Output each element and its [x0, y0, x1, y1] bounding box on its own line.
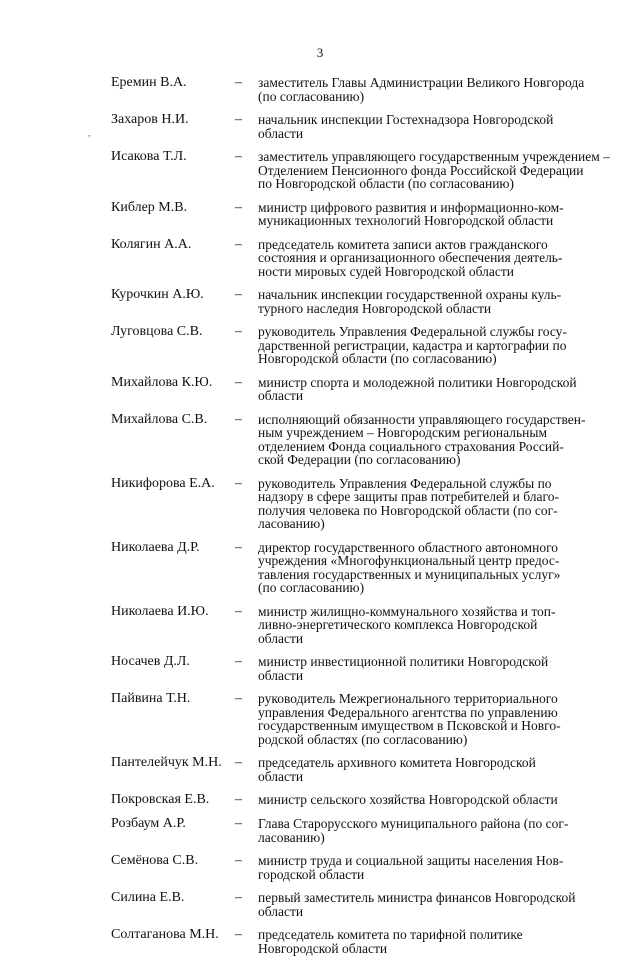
member-name: Михайлова К.Ю.: [111, 374, 213, 390]
member-name: Курочкин А.Ю.: [111, 287, 204, 302]
member-name: Пайвина Т.Н.: [111, 691, 191, 706]
dash-separator: –: [235, 792, 242, 807]
member-position: [258, 201, 611, 228]
list-item: [111, 238, 611, 279]
list-item: [111, 76, 611, 103]
list-item: [111, 605, 611, 646]
member-name: Исакова Т.Л.: [111, 149, 187, 164]
position-line: родской областях (по согласованию): [258, 731, 468, 747]
position-line: министр труда и социальной защиты населения Нов-: [258, 853, 564, 868]
margin-mark: ,: [88, 128, 91, 139]
dash-separator: –: [235, 654, 242, 669]
member-position: [258, 793, 611, 807]
dash-separator: –: [235, 374, 242, 390]
member-name: Розбаум А.Р.: [111, 816, 186, 831]
position-line: председатель комитета по тарифной политике: [258, 927, 523, 942]
member-name: Носачев Д.Л.: [111, 654, 190, 669]
member-position: [258, 325, 611, 366]
position-line: ным учреждением – Новгородским региональным: [258, 425, 547, 440]
list-item: [111, 854, 611, 881]
member-position: [258, 655, 611, 682]
member-name: Семёнова С.В.: [111, 853, 199, 868]
dash-separator: –: [235, 691, 242, 706]
position-line: заместитель Главы Администрации Великого Новгорода: [258, 75, 585, 90]
page-number: 3: [316, 45, 324, 60]
position-line: министр сельского хозяйства Новгородской области: [258, 792, 558, 807]
position-line: (по согласованию): [258, 88, 365, 104]
list-item: [111, 113, 611, 140]
position-line: учреждения «Многофункциональный центр предос-: [258, 553, 560, 568]
position-line: министр спорта и молодежной политики Новгородской: [258, 374, 577, 390]
position-line: дарственной регистрации, кадастра и картографии по: [258, 337, 567, 353]
member-name: Еремин В.А.: [111, 75, 187, 90]
member-position: [258, 113, 611, 140]
list-item: [111, 325, 611, 366]
position-line: Новгородской области (по согласованию): [258, 351, 497, 366]
member-name: Солтаганова М.Н.: [111, 927, 219, 942]
member-position: [258, 817, 611, 844]
member-position: [258, 756, 611, 783]
position-line: состояния и организационного обеспечения деятель-: [258, 250, 563, 265]
dash-separator: –: [235, 112, 242, 127]
position-line: руководитель Управления Федеральной службы по: [258, 475, 552, 491]
member-position: [258, 150, 611, 191]
list-item: [111, 692, 611, 746]
position-line: турного наследия Новгородской области: [258, 300, 492, 316]
position-line: надзору в сфере защиты прав потребителей и благо-: [258, 489, 559, 504]
position-line: руководитель Управления Федеральной службы госу-: [258, 324, 567, 339]
list-item: [111, 756, 611, 783]
member-position: [258, 76, 611, 103]
member-position: [258, 541, 611, 595]
member-position: [258, 692, 611, 746]
list-item: [111, 541, 611, 595]
dash-separator: –: [235, 475, 242, 491]
member-position: [258, 477, 611, 531]
member-position: [258, 854, 611, 881]
member-position: [258, 928, 611, 955]
position-line: исполняющий обязанности управляющего государствен-: [258, 411, 586, 427]
list-item: [111, 655, 611, 682]
member-name: Николаева Д.Р.: [111, 539, 200, 555]
dash-separator: –: [235, 603, 242, 619]
member-position: [258, 605, 611, 646]
position-line: по Новгородской области (по согласованию): [258, 176, 514, 191]
member-position: [258, 288, 611, 315]
position-line: министр жилищно-коммунального хозяйства и топ-: [258, 603, 556, 619]
dash-separator: –: [235, 890, 242, 905]
dash-separator: –: [235, 199, 242, 215]
position-line: председатель архивного комитета Новгородской: [258, 755, 536, 770]
dash-separator: –: [235, 816, 242, 831]
list-item: [111, 201, 611, 228]
position-line: первый заместитель министра финансов Новгородской: [258, 890, 576, 905]
position-line: городской области: [258, 866, 365, 882]
position-line: председатель комитета записи актов гражданского: [258, 236, 548, 252]
position-line: муникационных технологий Новгородской области: [258, 213, 554, 228]
list-item: [111, 477, 611, 531]
dash-separator: –: [235, 853, 242, 868]
list-item: [111, 413, 611, 467]
dash-separator: –: [235, 411, 242, 427]
position-line: Глава Старорусского муниципального района (по сог-: [258, 816, 569, 831]
member-name: Николаева И.Ю.: [111, 603, 209, 619]
list-item: [111, 817, 611, 844]
position-line: отделением Фонда социального страхования Россий-: [258, 438, 564, 454]
position-line: директор государственного областного автономного: [258, 539, 559, 555]
position-line: области: [258, 768, 304, 784]
list-item: [111, 288, 611, 315]
member-name: Михайлова С.В.: [111, 411, 208, 427]
position-line: государственным имуществом в Псковской и Новго-: [258, 718, 561, 733]
dash-separator: –: [235, 287, 242, 302]
position-line: (по согласованию): [258, 580, 365, 595]
position-line: ливно-энергетического комплекса Новгородской: [258, 617, 538, 632]
dash-separator: –: [235, 75, 242, 90]
member-name: Пантелейчук М.Н.: [111, 755, 222, 770]
dash-separator: –: [235, 324, 242, 339]
dash-separator: –: [235, 539, 242, 555]
position-line: управления Федерального агентства по управлению: [258, 704, 558, 720]
member-name: Покровская Е.В.: [111, 792, 210, 807]
position-line: начальник инспекции Гостехнадзора Новгородской: [258, 112, 554, 127]
position-line: получия человека по Новгородской области (по сог-: [258, 502, 558, 518]
position-line: Новгородской области: [258, 940, 388, 956]
position-line: Отделением Пенсионного фонда Российской Федерации: [258, 162, 584, 178]
member-position: [258, 376, 611, 403]
position-line: области: [258, 903, 304, 919]
dash-separator: –: [235, 149, 242, 164]
member-name: Силина Е.В.: [111, 890, 185, 905]
position-line: тавления государственных и муниципальных услуг»: [258, 566, 561, 582]
member-name: Захаров Н.И.: [111, 112, 189, 127]
commission-members-list: [111, 76, 611, 965]
dash-separator: –: [235, 755, 242, 770]
position-line: ласованию): [258, 829, 325, 845]
position-line: ласованию): [258, 516, 325, 531]
member-position: [258, 238, 611, 279]
member-position: [258, 413, 611, 467]
member-name: Киблер М.В.: [111, 199, 188, 215]
position-line: области: [258, 667, 304, 683]
position-line: области: [258, 125, 304, 141]
member-name: Колягин А.А.: [111, 236, 192, 252]
position-line: области: [258, 388, 304, 403]
member-name: Луговцова С.В.: [111, 324, 203, 339]
list-item: [111, 793, 611, 807]
dash-separator: –: [235, 236, 242, 252]
position-line: заместитель управляющего государственным учреждением –: [258, 149, 610, 164]
position-line: ности мировых судей Новгородской области: [258, 263, 514, 279]
dash-separator: –: [235, 927, 242, 942]
position-line: министр инвестиционной политики Новгородской: [258, 654, 549, 669]
list-item: [111, 376, 611, 403]
position-line: ской Федерации (по согласованию): [258, 452, 461, 467]
member-name: Никифорова Е.А.: [111, 475, 215, 491]
position-line: начальник инспекции государственной охраны куль-: [258, 287, 562, 302]
list-item: [111, 150, 611, 191]
position-line: министр цифрового развития и информационно-ком-: [258, 199, 564, 215]
position-line: руководитель Межрегионального территориального: [258, 691, 558, 706]
position-line: области: [258, 630, 304, 646]
list-item: [111, 928, 611, 955]
